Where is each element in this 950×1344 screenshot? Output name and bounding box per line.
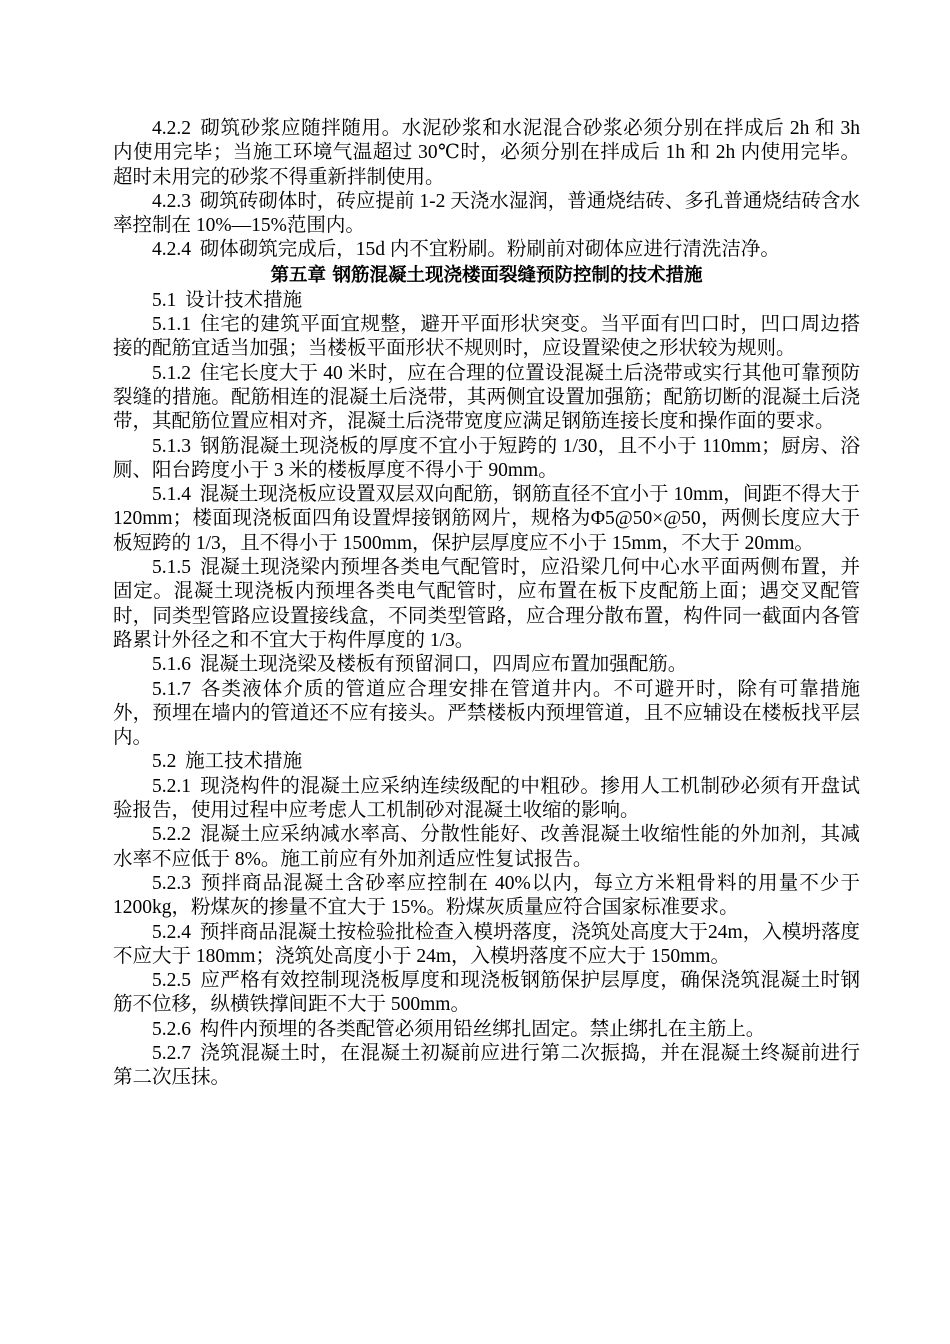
clause-number: 4.2.3 [152, 190, 191, 212]
clause-text: 混凝土现浇板应设置双层双向配筋，钢筋直径不宜小于 10mm，间距不得大于 120mm；楼面现浇板面四角设置焊接钢筋网片，规格为Φ5@50×@50，两侧长度应大于板短跨的 1/3，且不得小于 1500mm，保护层厚度应不小于 15mm，不大于 20mm。 [113, 484, 860, 554]
clause-number: 5.2.4 [152, 921, 191, 943]
clause-paragraph [113, 921, 860, 970]
clause-text: 施工技术措施 [185, 751, 303, 773]
clause-paragraph [113, 872, 860, 921]
clause-text: 预拌商品混凝土按检验批检查入模坍落度，浇筑处高度大于24m，入模坍落度不应大于 180mm；浇筑处高度小于 24m，入模坍落度不应大于 150mm。 [113, 921, 860, 967]
clause-paragraph [113, 969, 860, 1018]
clause-number: 4.2.2 [152, 118, 191, 139]
clause-text: 各类液体介质的管道应合理安排在管道井内。不可避开时，除有可靠措施外，预埋在墙内的管道还不应有接头。严禁楼板内预埋管道，且不应辅设在楼板找平层内。 [113, 678, 860, 749]
clause-paragraph [113, 556, 860, 653]
clause-number: 5.2.2 [152, 824, 191, 846]
clause-paragraph [113, 483, 860, 556]
clause-number: 5.2 [152, 751, 177, 773]
clause-number: 5.1.7 [152, 678, 191, 700]
clause-text: 住宅的建筑平面宜规整，避开平面形状突变。当平面有凹口时，凹口周边搭接的配筋宜适当加强；当楼板平面形状不规则时，应设置梁使之形状较为规则。 [113, 314, 860, 360]
clause-text: 设计技术措施 [185, 289, 303, 311]
document-page [113, 117, 860, 1091]
clause-number: 5.2.5 [152, 970, 191, 992]
clause-paragraph [113, 750, 860, 774]
clause-number: 5.2.3 [152, 872, 191, 894]
clause-number: 5.1.3 [152, 435, 191, 457]
clause-paragraph [113, 435, 860, 484]
clause-text: 砌筑砂浆应随拌随用。水泥砂浆和水泥混合砂浆必须分别在拌成后 2h 和 3h 内使用完毕；当施工环境气温超过 30℃时，必须分别在拌成后 1h 和 2h 内使用完毕。超时未用完的砂浆不得重新拌制使用。 [113, 118, 860, 188]
clause-number: 5.2.1 [152, 775, 191, 797]
clause-text: 砌体砌筑完成后，15d 内不宜粉刷。粉刷前对砌体应进行清洗洁净。 [199, 239, 780, 261]
clause-number: 5.1 [152, 289, 177, 311]
chapter-heading: 第五章 钢筋混凝土现浇楼面裂缝预防控制的技术措施 [270, 264, 703, 286]
clause-number: 5.1.2 [152, 362, 191, 384]
clause-text: 浇筑混凝土时，在混凝土初凝前应进行第二次振捣，并在混凝土终凝前进行第二次压抹。 [113, 1042, 860, 1089]
clause-paragraph [113, 1042, 860, 1091]
clause-paragraph [113, 190, 860, 239]
clause-paragraph [113, 238, 860, 262]
clause-paragraph [113, 678, 860, 751]
clause-number: 4.2.4 [152, 239, 191, 261]
clause-text: 砌筑砖砌体时，砖应提前 1-2 天浇水湿润，普通烧结砖、多孔普通烧结砖含水率控制在 10%—15%范围内。 [113, 190, 860, 237]
clause-paragraph [113, 117, 860, 190]
clause-text: 住宅长度大于 40 米时，应在合理的位置设混凝土后浇带或实行其他可靠预防裂缝的措施。配筋相连的混凝土后浇带，其两侧宜设置加强筋；配筋切断的混凝土后浇带，其配筋位置应相对齐，混凝土后浇带宽度应满足钢筋连接长度和操作面的要求。 [113, 362, 860, 433]
clause-number: 5.2.7 [152, 1042, 191, 1064]
clause-text: 混凝土现浇梁及楼板有预留洞口，四周应布置加强配筋。 [199, 654, 688, 676]
clause-text: 现浇构件的混凝土应采纳连续级配的中粗砂。掺用人工机制砂必须有开盘试验报告，使用过程中应考虑人工机制砂对混凝土收缩的影响。 [113, 775, 860, 822]
clause-paragraph [113, 823, 860, 872]
clause-text: 混凝土现浇梁内预埋各类电气配管时，应沿梁几何中心水平面两侧布置，并固定。混凝土现浇板内预埋各类电气配管时，应布置在板下皮配筋上面；遇交叉配管时，同类型管路应设置接线盒，不同类型管路，应合理分散布置，构件同一截面内各管路累计外径之和不宜大于构件厚度的 1/3。 [113, 557, 860, 651]
clause-number: 5.2.6 [152, 1018, 191, 1040]
clause-paragraph [113, 775, 860, 824]
clause-paragraph [113, 653, 860, 677]
clause-number: 5.1.4 [152, 484, 191, 506]
clause-number: 5.1.6 [152, 654, 191, 676]
clause-number: 5.1.5 [152, 557, 191, 579]
clause-number: 5.1.1 [152, 314, 191, 336]
clause-text: 预拌商品混凝土含砂率应控制在 40%以内，每立方米粗骨料的用量不少于 1200kg，粉煤灰的掺量不宜大于 15%。粉煤灰质量应符合国家标准要求。 [113, 872, 860, 919]
clause-text: 构件内预埋的各类配管必须用铅丝绑扎固定。禁止绑扎在主筋上。 [199, 1018, 766, 1040]
clause-paragraph [113, 289, 860, 313]
clause-text: 应严格有效控制现浇板厚度和现浇板钢筋保护层厚度，确保浇筑混凝土时钢筋不位移，纵横铁撑间距不大于 500mm。 [113, 970, 860, 1016]
clause-paragraph [113, 1018, 860, 1042]
clause-text: 钢筋混凝土现浇板的厚度不宜小于短跨的 1/30，且不小于 110mm；厨房、浴厕、阳台跨度小于 3 米的楼板厚度不得小于 90mm。 [113, 435, 860, 481]
clause-paragraph [113, 313, 860, 362]
clause-text: 混凝土应采纳减水率高、分散性能好、改善混凝土收缩性能的外加剂，其减水率不应低于 8%。施工前应有外加剂适应性复试报告。 [113, 824, 860, 870]
clause-paragraph [113, 362, 860, 435]
